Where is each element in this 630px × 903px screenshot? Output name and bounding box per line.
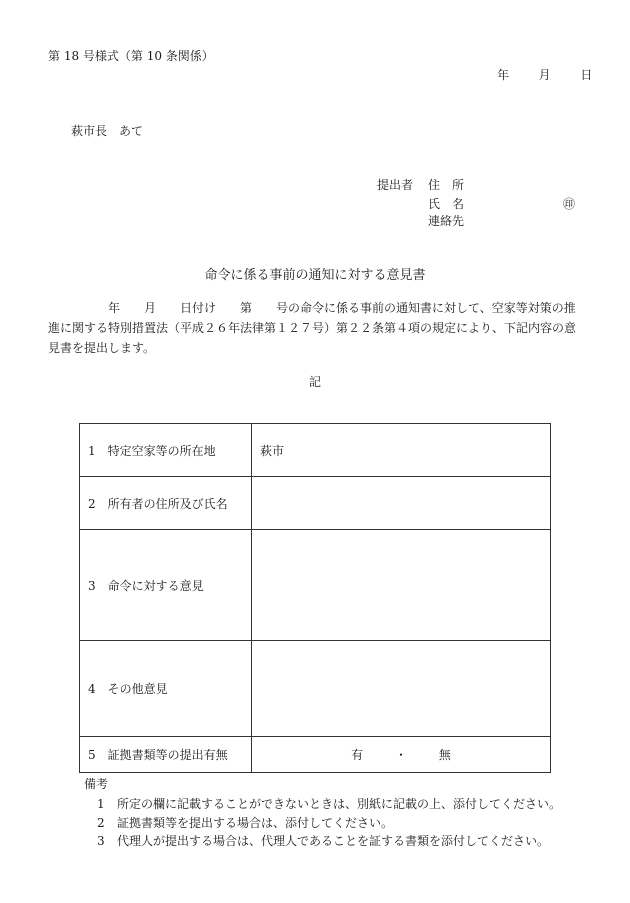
ki-heading: 記 bbox=[308, 375, 321, 389]
note-item bbox=[97, 814, 393, 831]
seal-mark: ㊞ bbox=[563, 197, 576, 211]
note-number: 1 bbox=[97, 797, 105, 811]
note-item bbox=[97, 795, 561, 812]
row-label: 2 所有者の住所及び氏名 bbox=[80, 477, 252, 530]
table-row bbox=[80, 477, 551, 530]
choice-separator: ・ bbox=[394, 748, 407, 762]
name-label: 氏 名 bbox=[428, 197, 465, 211]
table-row bbox=[80, 737, 551, 773]
row-label: 3 命令に対する意見 bbox=[80, 530, 252, 641]
date-line bbox=[497, 66, 592, 83]
contact-label: 連絡先 bbox=[428, 214, 465, 228]
addressee: 萩市長 あて bbox=[71, 124, 144, 138]
date-month: 月 bbox=[538, 68, 551, 82]
submitter-label: 提出者 bbox=[377, 178, 414, 192]
date-year: 年 bbox=[497, 68, 510, 82]
body-paragraph: 年 月 日付け 第 号の命令に係る事前の通知書に対して、空家等対策の推進に関する特別措置法（平成２６年法律第１２７号）第２２条第４項の規定により、下記内容の意見書を提出します。 bbox=[48, 301, 577, 355]
note-number: 3 bbox=[97, 834, 105, 848]
note-text: 所定の欄に記載することができないときは、別紙に記載の上、添付してください。 bbox=[117, 797, 562, 811]
evidence-choice bbox=[252, 737, 551, 773]
form-number: 第 18 号様式（第 10 条関係） bbox=[48, 49, 214, 63]
note-number: 2 bbox=[97, 816, 105, 830]
table-row bbox=[80, 424, 551, 477]
note-text: 代理人が提出する場合は、代理人であることを証する書類を添付してください。 bbox=[117, 834, 550, 848]
row-label: 1 特定空家等の所在地 bbox=[80, 424, 252, 477]
note-item bbox=[97, 832, 549, 849]
notes-title: 備考 bbox=[84, 777, 109, 791]
choice-yes[interactable]: 有 bbox=[351, 748, 364, 762]
choice-no[interactable]: 無 bbox=[438, 748, 451, 762]
document-title: 命令に係る事前の通知に対する意見書 bbox=[204, 268, 426, 283]
opinion-field[interactable] bbox=[252, 530, 551, 641]
row-label: 4 その他意見 bbox=[80, 641, 252, 737]
owner-field[interactable] bbox=[252, 477, 551, 530]
date-day: 日 bbox=[580, 68, 593, 82]
row-label: 5 証拠書類等の提出有無 bbox=[80, 737, 252, 773]
table-row bbox=[80, 641, 551, 737]
address-label: 住 所 bbox=[428, 178, 465, 192]
table-row bbox=[80, 530, 551, 641]
opinion-table bbox=[79, 423, 551, 773]
location-field[interactable]: 萩市 bbox=[252, 424, 551, 477]
note-text: 証拠書類等を提出する場合は、添付してください。 bbox=[117, 816, 394, 830]
other-opinion-field[interactable] bbox=[252, 641, 551, 737]
